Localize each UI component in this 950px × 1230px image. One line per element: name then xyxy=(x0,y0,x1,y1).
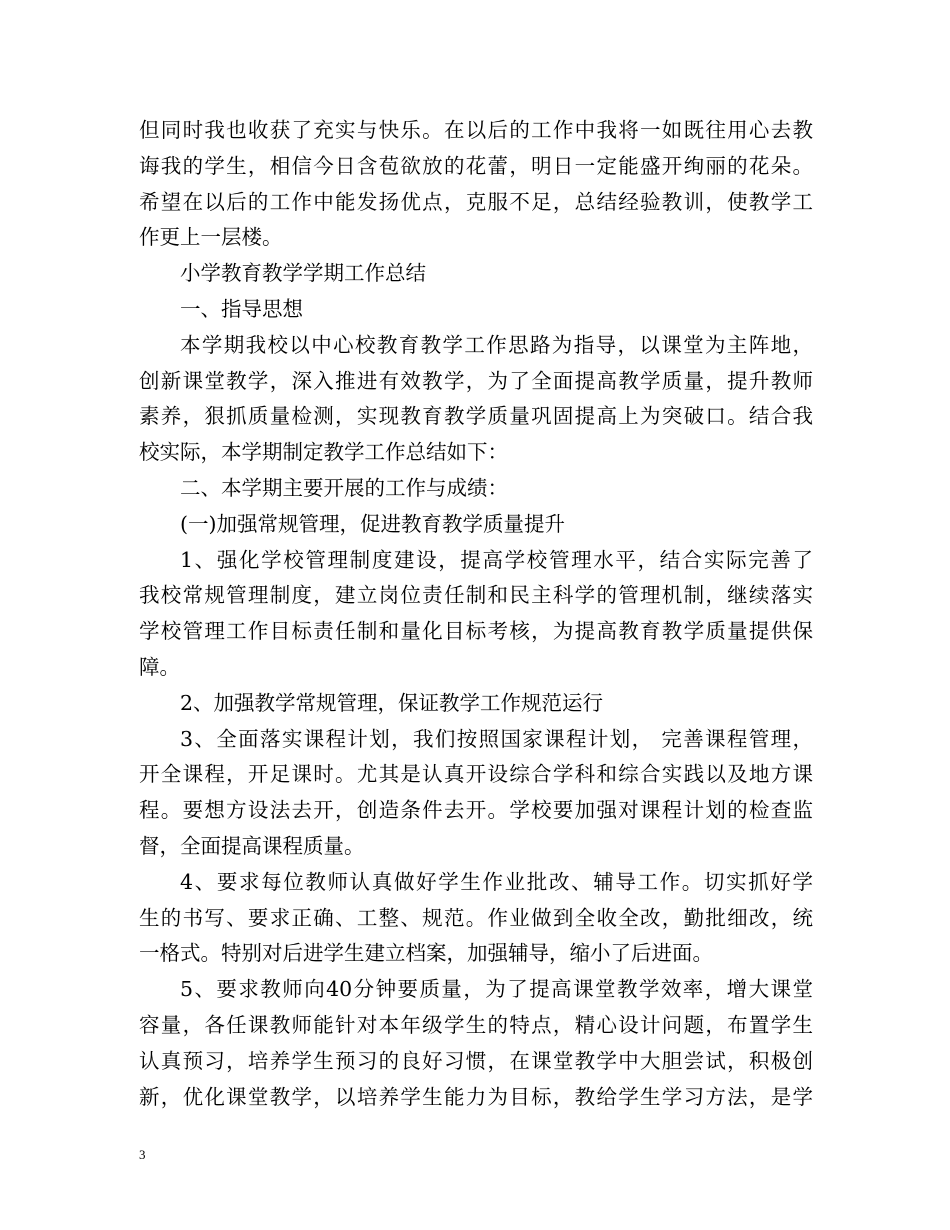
text-line: 2、加强教学常规管理，保证教学工作规范运行 xyxy=(180,690,604,715)
text-line: 但同时我也收获了充实与快乐。在以后的工作中我将一如既往用心去教 xyxy=(139,118,813,142)
text-line: 程。要想方设法去开，创造条件去开。学校要加强对课程计划的检查监 xyxy=(139,798,813,823)
text-line: 创新课堂教学，深入推进有效教学，为了全面提高教学质量，提升教师 xyxy=(139,368,813,393)
text-line: 小学教育教学学期工作总结 xyxy=(180,261,426,286)
text-line: 4、要求每位教师认真做好学生作业批改、辅导工作。切实抓好学 xyxy=(180,869,813,894)
text-line: 生的书写、要求正确、工整、规范。作业做到全收全改，勤批细改，统 xyxy=(139,905,813,930)
document-body xyxy=(139,113,813,1115)
text-line: 3、全面落实课程计划，我们按照国家课程计划， 完善课程管理， xyxy=(180,726,813,751)
text-line: 障。 xyxy=(139,654,180,679)
text-line: 学校管理工作目标责任制和量化目标考核，为提高教育教学质量提供保 xyxy=(139,619,813,644)
text-line: 5、要求教师向40分钟要质量，为了提高课堂教学效率，增大课堂 xyxy=(180,977,813,1002)
text-line: (一)加强常规管理，促进教育教学质量提升 xyxy=(180,511,565,536)
text-line: 诲我的学生，相信今日含苞欲放的花蕾，明日一定能盛开绚丽的花朵。 xyxy=(139,153,813,178)
text-line: 开全课程，开足课时。尤其是认真开设综合学科和综合实践以及地方课 xyxy=(139,762,813,787)
page-number: 3 xyxy=(139,1147,146,1162)
text-line: 一格式。特别对后进学生建立档案，加强辅导，缩小了后进面。 xyxy=(139,941,713,966)
text-line: 希望在以后的工作中能发扬优点，克服不足，总结经验教训，使教学工 xyxy=(139,189,813,214)
text-line: 1、强化学校管理制度建设，提高学校管理水平，结合实际完善了 xyxy=(180,547,813,572)
text-line: 本学期我校以中心校教育教学工作思路为指导，以课堂为主阵地， xyxy=(180,332,813,357)
text-line: 作更上一层楼。 xyxy=(139,225,283,250)
text-line: 二、本学期主要开展的工作与成绩： xyxy=(180,475,508,500)
text-line: 一、指导思想 xyxy=(180,296,303,321)
text-line: 新，优化课堂教学，以培养学生能力为目标，教给学生学习方法，是学 xyxy=(139,1084,813,1109)
text-line: 我校常规管理制度，建立岗位责任制和民主科学的管理机制，继续落实 xyxy=(139,583,813,608)
text-line: 容量，各任课教师能针对本年级学生的特点，精心设计问题，布置学生 xyxy=(139,1012,813,1037)
text-line: 素养，狠抓质量检测，实现教育教学质量巩固提高上为突破口。结合我 xyxy=(139,404,813,429)
text-line: 督，全面提高课程质量。 xyxy=(139,833,365,858)
text-line: 认真预习，培养学生预习的良好习惯，在课堂教学中大胆尝试，积极创 xyxy=(139,1048,813,1073)
text-line: 校实际，本学期制定教学工作总结如下： xyxy=(139,440,508,465)
